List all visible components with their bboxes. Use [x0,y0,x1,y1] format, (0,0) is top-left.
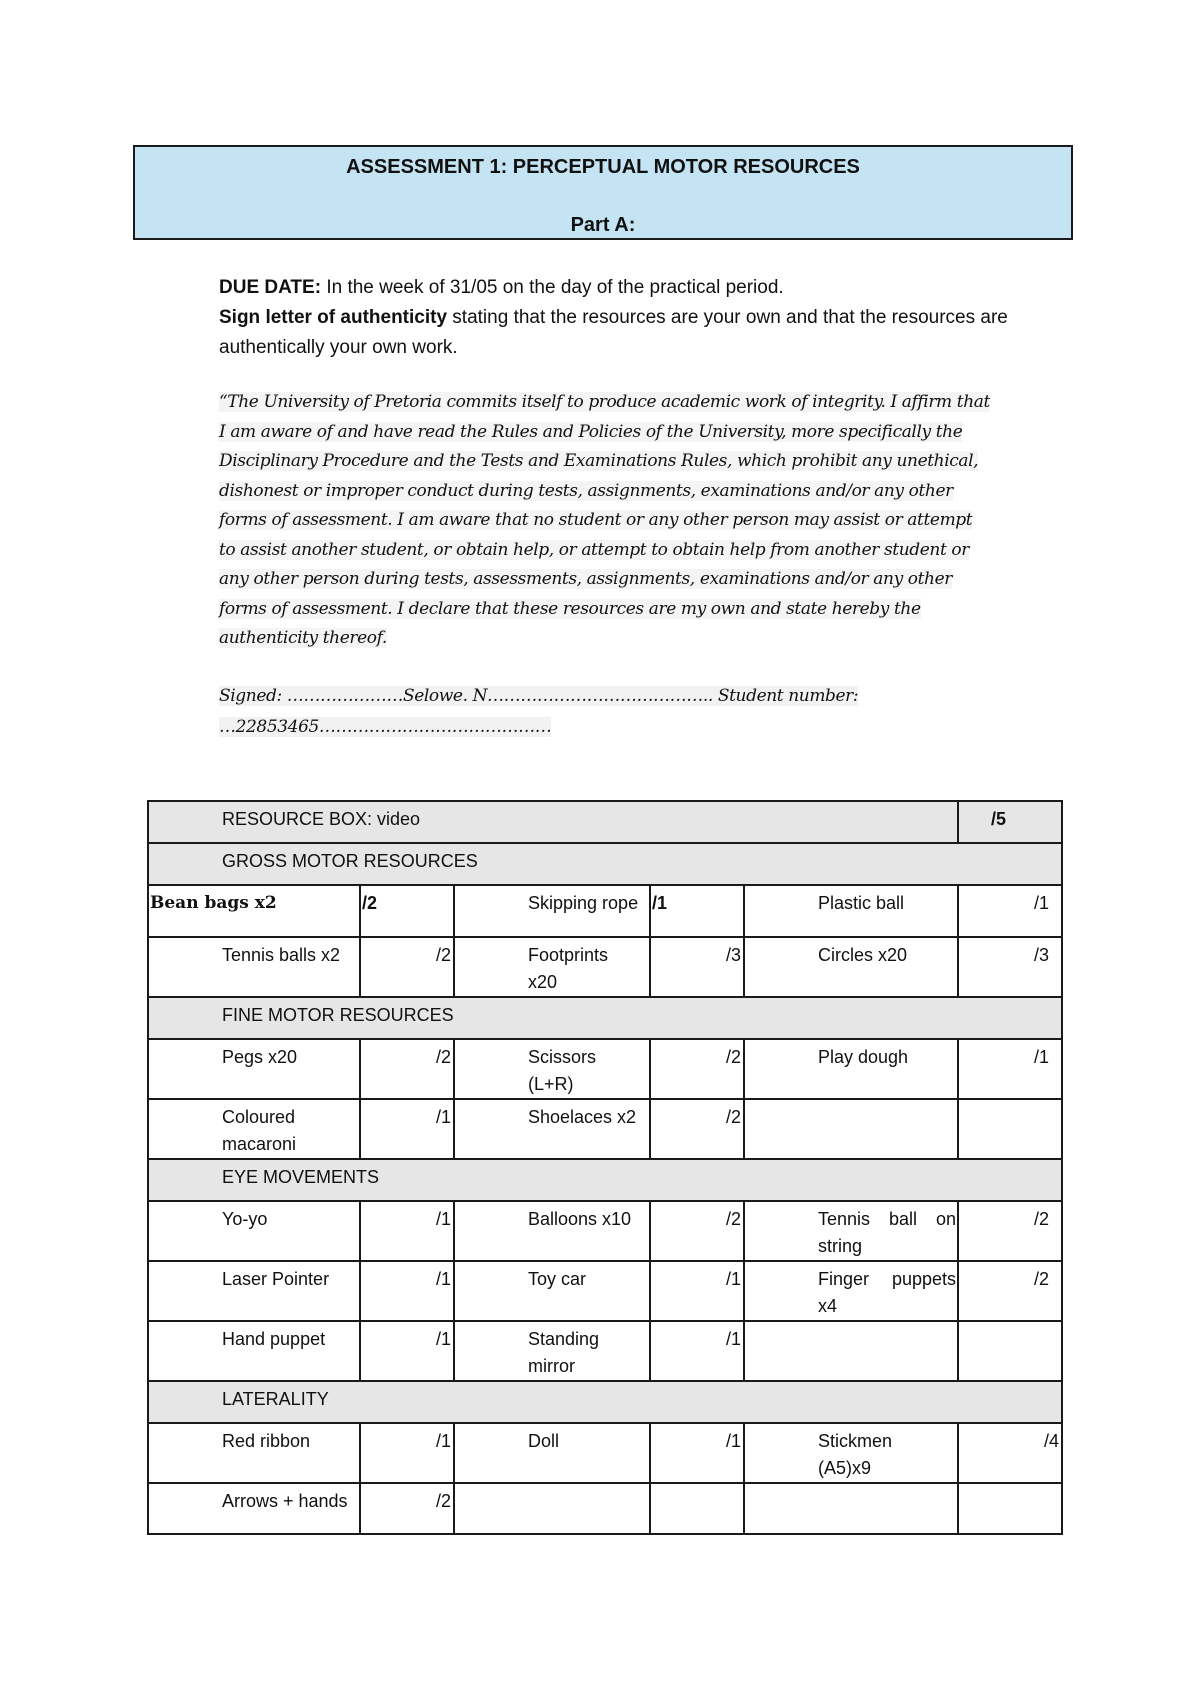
declaration-line: I am aware of and have read the Rules and Policies of the University, more specifically the [219,421,963,442]
resource-box-row [148,801,1062,843]
mark-cell: /2 [360,1483,454,1534]
empty-cell [744,1099,958,1159]
section-header-row [148,1159,1062,1201]
due-date-label: DUE DATE: [219,277,322,298]
empty-cell [958,1483,1062,1534]
item-cell: Plastic ball [744,885,958,937]
item-cell: Standing mirror [454,1321,650,1381]
signature-line: Signed: …………………Selowe. N………………………………….. Student number: [219,686,859,706]
mark-cell: /1 [650,1423,744,1483]
declaration-line: forms of assessment. I declare that these resources are my own and state hereby the [219,598,921,619]
resource-box-label: RESOURCE BOX: video [148,801,958,843]
table-row [148,1261,1062,1321]
item-cell: Skipping rope [454,885,650,937]
due-section [219,273,1079,363]
mark-cell: /2 [650,1039,744,1099]
mark-cell: /1 [360,1099,454,1159]
empty-cell [744,1483,958,1534]
table-row [148,1099,1062,1159]
item-cell: Toy car [454,1261,650,1321]
mark-cell: /2 [360,885,454,937]
mark-cell: /1 [650,1321,744,1381]
mark-cell: /2 [360,937,454,997]
item-cell: Shoelaces x2 [454,1099,650,1159]
declaration-line: forms of assessment. I am aware that no student or any other person may assist or attempt [219,510,973,530]
declaration-line: any other person during tests, assessments, assignments, examinations and/or any other [219,569,952,589]
mark-cell: /3 [650,937,744,997]
assessment-header [133,145,1073,240]
signature-block [219,681,1099,743]
due-date-text: In the week of 31/05 on the day of the practical period. [321,277,784,298]
declaration-line: dishonest or improper conduct during tests, assignments, examinations and/or any other [219,480,953,501]
mark-cell: /2 [360,1039,454,1099]
mark-cell: /1 [360,1201,454,1261]
table-row [148,885,1062,937]
item-cell: Play dough [744,1039,958,1099]
table-row [148,937,1062,997]
mark-cell: /1 [650,1261,744,1321]
item-cell: Hand puppet [148,1321,360,1381]
declaration-line: authenticity thereof. [219,628,387,648]
mark-cell: /2 [958,1201,1062,1261]
part-label: Part A: [570,214,636,236]
sign-letter-text: stating that the resources are your own and that the resources are authentically your own work. [219,307,1008,358]
mark-cell: /3 [958,937,1062,997]
empty-cell [958,1099,1062,1159]
item-cell: Tennis ball on string [744,1201,958,1261]
eye-movements-title: EYE MOVEMENTS [148,1159,1062,1201]
item-cell: Bean bags x2 [148,885,360,937]
item-cell: Circles x20 [744,937,958,997]
item-cell: Tennis balls x2 [148,937,360,997]
item-cell: Laser Pointer [148,1261,360,1321]
table-row [148,1483,1062,1534]
resource-box-mark: /5 [958,801,1062,843]
table-row [148,1321,1062,1381]
item-cell: Footprints x20 [454,937,650,997]
item-cell: Balloons x10 [454,1201,650,1261]
fine-motor-title: FINE MOTOR RESOURCES [148,997,1062,1039]
empty-cell [454,1483,650,1534]
item-cell: Doll [454,1423,650,1483]
mark-cell: /1 [958,1039,1062,1099]
declaration-line: “The University of Pretoria commits itself to produce academic work of integrity. I affirm that [219,392,990,412]
section-header-row [148,997,1062,1039]
mark-cell: /2 [958,1261,1062,1321]
item-cell: Arrows + hands [148,1483,360,1534]
mark-cell: /2 [650,1201,744,1261]
table-row [148,1423,1062,1483]
mark-cell: /1 [958,885,1062,937]
mark-cell: /1 [360,1321,454,1381]
table-row [148,1201,1062,1261]
sign-letter-label: Sign letter of authenticity [219,307,448,328]
item-cell: Yo-yo [148,1201,360,1261]
assessment-title: ASSESSMENT 1: PERCEPTUAL MOTOR RESOURCES [346,156,860,178]
mark-cell: /1 [650,885,744,937]
mark-cell: /2 [650,1099,744,1159]
section-header-row [148,1381,1062,1423]
mark-cell: /4 [958,1423,1062,1483]
declaration-line: to assist another student, or obtain help, or attempt to obtain help from another student or [219,539,969,560]
item-cell: Red ribbon [148,1423,360,1483]
item-cell: Finger puppets x4 [744,1261,958,1321]
declaration-quote [219,388,1079,654]
empty-cell [958,1321,1062,1381]
item-cell: Scissors (L+R) [454,1039,650,1099]
mark-cell: /1 [360,1261,454,1321]
empty-cell [650,1483,744,1534]
section-header-row [148,843,1062,885]
item-cell: Pegs x20 [148,1039,360,1099]
table-row [148,1039,1062,1099]
mark-cell: /1 [360,1423,454,1483]
resource-table [147,800,1063,1535]
item-cell: Stickmen (A5)x9 [744,1423,958,1483]
item-cell: Coloured macaroni [148,1099,360,1159]
laterality-title: LATERALITY [148,1381,1062,1423]
empty-cell [744,1321,958,1381]
declaration-line: Disciplinary Procedure and the Tests and Examinations Rules, which prohibit any unethical, [219,451,979,471]
student-number-line: …22853465…………………………………… [219,717,552,737]
gross-motor-title: GROSS MOTOR RESOURCES [148,843,1062,885]
